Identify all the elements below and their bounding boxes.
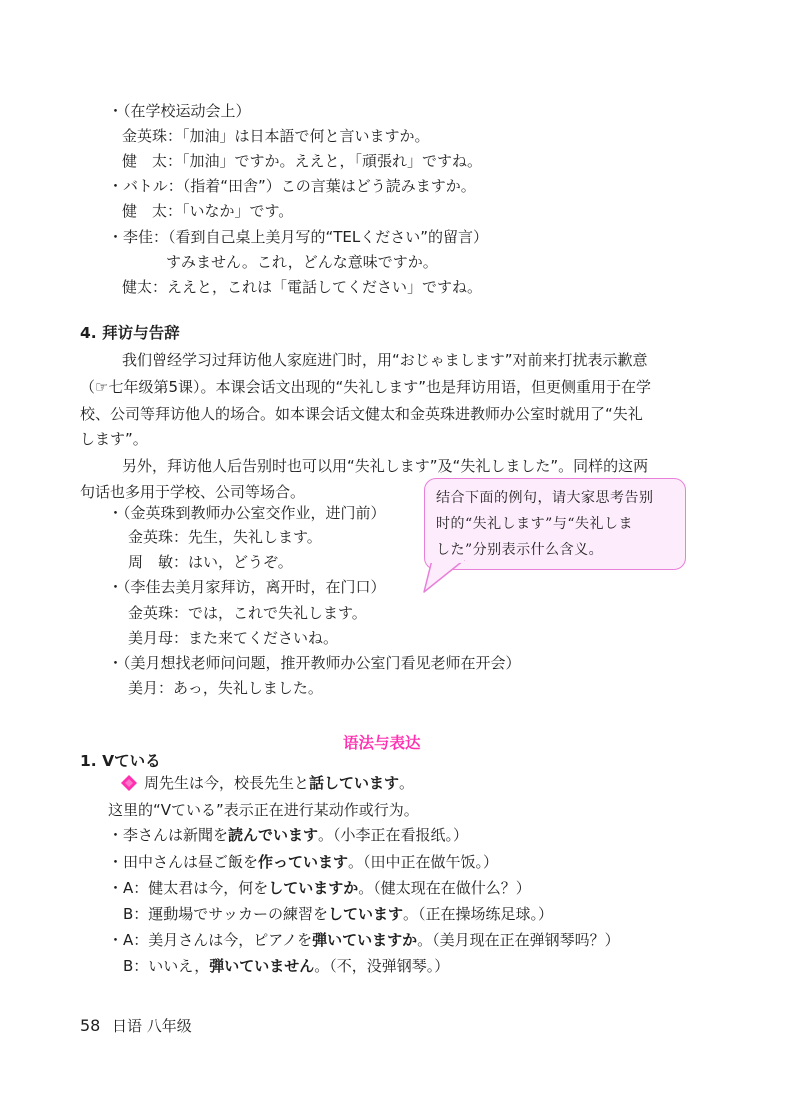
item-text: ・李さんは新聞を	[108, 826, 229, 844]
item-text: 。（小李正在看报纸。）	[318, 826, 469, 844]
callout-text-line: 结合下面的例句，请大家思考告别	[436, 490, 654, 506]
item-bold: 作っています	[258, 853, 349, 871]
item-bold: していますか	[268, 879, 359, 897]
item-text: 。（健太现在在做什么？）	[358, 879, 531, 897]
item-text: 。（美月现在正在弹钢琴吗？）	[417, 931, 620, 949]
dialogue-line: すみません。これ，どんな意味ですか。	[166, 253, 438, 271]
dialogue-line: 金英珠：先生，失礼します。	[128, 528, 322, 546]
dialogue-line: 周 敏：はい，どうぞ。	[128, 553, 293, 571]
grammar-point-title: 1. Vている	[80, 752, 161, 770]
callout-tail	[420, 560, 480, 596]
dialogue-line: 健 太：「加油」ですか。ええと，「頑張れ」ですね。	[122, 152, 483, 170]
item-text: ・A：健太君は今，何を	[108, 879, 269, 897]
grammar-example-item	[108, 851, 498, 873]
dialogue-line: 美月母：また来てくださいね。	[128, 629, 339, 647]
example-header-bataru: ・バトル：（指着“田舎”）この言葉はどう読みますか。	[108, 177, 476, 195]
paragraph-line: します”。	[80, 430, 148, 448]
grammar-example-item	[108, 929, 620, 951]
item-text: B：運動場でサッカーの練習を	[108, 905, 328, 923]
page-number: 58	[80, 1016, 101, 1035]
item-text: B：いいえ，	[108, 957, 210, 975]
item-bold: 弾いていますか	[312, 931, 418, 949]
item-bold: しています	[328, 905, 404, 923]
paragraph-line: 句话也多用于学校、公司等场合。	[80, 483, 306, 501]
callout-text-line: 时的“失礼します”与“失礼しま	[436, 516, 633, 532]
dialogue-line: 金英珠：では，これで失礼します。	[128, 604, 367, 622]
paragraph-line: 另外，拜访他人后告别时也可以用“失礼します”及“失礼しました”。同样的这两	[122, 457, 649, 475]
item-text: 。（不，没弹钢琴。）	[314, 957, 450, 975]
section-title: 4. 拜访与告辞	[80, 324, 180, 342]
dialogue-line: 美月：あっ，失礼しました。	[128, 679, 323, 697]
example-header: ・（金英珠到教师办公室交作业，进门前）	[108, 504, 386, 522]
key-example-bold: 話しています	[309, 774, 400, 792]
callout-text-line: した”分别表示什么含义。	[436, 542, 604, 558]
key-example-text: 周先生は今，校長先生と	[144, 774, 310, 792]
paragraph-line: 校、公司等拜访他人的场合。如本课会话文健太和金英珠进教师办公室时就用了“失礼	[80, 405, 643, 423]
grammar-explanation: 这里的“Vている”表示正在进行某动作或行为。	[108, 801, 419, 819]
example-header: ・（美月想找老师问问题，推开教师办公室门看见老师在开会）	[108, 654, 521, 672]
key-example-text: 。	[399, 774, 415, 792]
example-header-lijia: ・李佳：（看到自己桌上美月写的“TELください”的留言）	[108, 228, 489, 246]
diamond-bullet-icon	[121, 775, 137, 791]
item-text: 。（正在操场练足球。）	[403, 905, 554, 923]
item-bold: 弾いていません	[209, 957, 315, 975]
example-header-sports-day: ・（在学校运动会上）	[108, 102, 251, 120]
grammar-example-item	[108, 877, 531, 899]
key-example-sentence	[144, 772, 414, 794]
item-text: ・A：美月さんは今，ピアノを	[108, 931, 313, 949]
dialogue-line: 健太：ええと，これは「電話してください」ですね。	[122, 278, 483, 296]
item-text: 。（田中正在做午饭。）	[348, 853, 499, 871]
paragraph-line: （☞七年级第5课）。本课会话文出现的“失礼します”也是拜访用语，但更侧重用于在学	[80, 378, 652, 396]
grammar-example-item	[108, 903, 553, 925]
item-text: ・田中さんは昼ご飯を	[108, 853, 259, 871]
grammar-example-item	[108, 955, 449, 977]
paragraph-line: 我们曾经学习过拜访他人家庭进门时，用“おじゃまします”对前来打扰表示歉意	[122, 351, 648, 369]
book-title: 日语 八年级	[112, 1017, 192, 1035]
grammar-heading: 语法与表达	[343, 734, 421, 752]
dialogue-line: 金英珠：「加油」は日本語で何と言いますか。	[122, 127, 430, 145]
grammar-example-item	[108, 824, 468, 846]
item-bold: 読んでいます	[228, 826, 319, 844]
dialogue-line: 健 太：「いなか」です。	[122, 202, 294, 220]
example-header: ・（李佳去美月家拜访，离开时，在门口）	[108, 578, 386, 596]
